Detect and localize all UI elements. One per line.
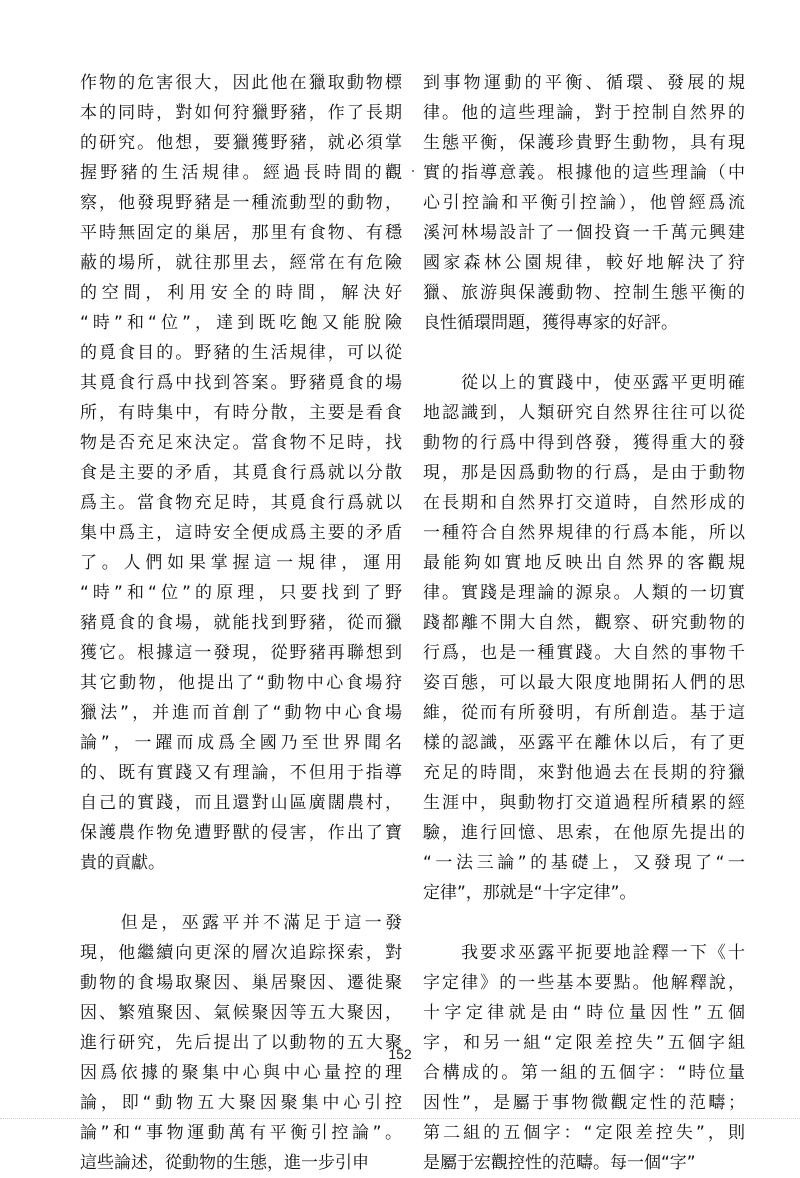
left-column bbox=[80, 68, 402, 1178]
text-line: 行爲，也是一種實踐。大自然的事物千 bbox=[423, 643, 745, 663]
text-line: 動物的行爲中得到啓發，獲得重大的發 bbox=[423, 433, 745, 453]
text-line: 樣的認識，巫露平在離休以后，有了更 bbox=[423, 733, 745, 753]
text-line: 這些論述，從動物的生態，進一步引申 bbox=[80, 1153, 369, 1173]
text-line: 獵法”，并進而首創了“動物中心食場 bbox=[80, 703, 402, 723]
text-line: 地認識到，人類研究自然界往往可以從 bbox=[423, 403, 745, 423]
text-line: 食是主要的矛盾，其覓食行爲就以分散 bbox=[80, 463, 402, 483]
text-line: 現，那是因爲動物的行爲，是由于動物 bbox=[423, 463, 745, 483]
text-line: 察，他發現野豬是一種流動型的動物， bbox=[80, 193, 402, 213]
right-column bbox=[423, 68, 745, 1178]
text-line: 論”和“事物運動萬有平衡引控論”。 bbox=[80, 1123, 402, 1143]
text-line: 最能夠如實地反映出自然界的客觀規 bbox=[423, 553, 745, 573]
text-line: 論”，一躍而成爲全國乃至世界聞名 bbox=[80, 733, 402, 753]
text-line: 是屬于宏觀控性的范疇。每一個“字” bbox=[423, 1153, 696, 1173]
text-line: 心引控論和平衡引控論），他曾經爲流 bbox=[423, 193, 745, 213]
text-line: 現，他繼續向更深的層次追踪探索，對 bbox=[80, 943, 402, 963]
text-line: 本的同時，對如何狩獵野豬，作了長期 bbox=[80, 103, 402, 123]
text-line: 溪河林場設計了一個投資一千萬元興建 bbox=[423, 223, 745, 243]
text-line: 動物的食場取聚因、巢居聚因、遷徙聚 bbox=[80, 973, 402, 993]
text-line: 獵、旅游與保護動物、控制生態平衡的 bbox=[423, 283, 745, 303]
text-line: 所，有時集中，有時分散，主要是看食 bbox=[80, 403, 402, 423]
text-line: 爲主。當食物充足時，其覓食行爲就以 bbox=[80, 493, 402, 513]
page-number: 152 bbox=[388, 1046, 412, 1062]
paragraph bbox=[80, 68, 402, 878]
text-line: “時”和“位”的原理，只要找到了野 bbox=[80, 583, 402, 603]
text-line: 的覓食目的。野豬的生活規律，可以從 bbox=[80, 343, 402, 363]
paragraph bbox=[423, 68, 745, 338]
paragraph bbox=[423, 368, 745, 908]
text-line: 保護農作物免遭野獸的侵害，作出了寶 bbox=[80, 823, 402, 843]
text-line: “時”和“位”，達到既吃飽又能脫險 bbox=[80, 313, 402, 333]
text-line: 實的指導意義。根據他的這些理論（中 bbox=[423, 163, 745, 183]
text-line: 其它動物，他提出了“動物中心食場狩 bbox=[80, 673, 402, 693]
text-line: 在長期和自然界打交道時，自然形成的 bbox=[423, 493, 745, 513]
text-line: 國家森林公園規律，較好地解決了狩 bbox=[423, 253, 745, 273]
text-line: 握野豬的生活規律。經過長時間的觀 bbox=[80, 163, 402, 183]
paragraph-gap bbox=[80, 878, 402, 908]
text-line: 律。實踐是理論的源泉。人類的一切實 bbox=[423, 583, 745, 603]
paragraph-gap bbox=[423, 908, 745, 938]
text-line: 到事物運動的平衡、循環、發展的規 bbox=[423, 73, 745, 93]
text-line: 論，即“動物五大聚因聚集中心引控 bbox=[80, 1093, 402, 1113]
text-line: 獲它。根據這一發現，從野豬再聯想到 bbox=[80, 643, 402, 663]
text-line: 第二組的五個字：“定限差控失”，則 bbox=[423, 1123, 745, 1143]
text-line: 但是，巫露平并不滿足于這一發 bbox=[80, 913, 402, 933]
paragraph-gap bbox=[423, 338, 745, 368]
text-line: 的、既有實踐又有理論，不但用于指導 bbox=[80, 763, 402, 783]
text-line: 物是否充足來決定。當食物不足時，找 bbox=[80, 433, 402, 453]
text-line: 因爲依據的聚集中心與中心量控的理 bbox=[80, 1063, 402, 1083]
text-line: 因、繁殖聚因、氣候聚因等五大聚因， bbox=[80, 1003, 402, 1023]
print-speck bbox=[412, 170, 414, 172]
text-line: 生涯中，與動物打交道過程所積累的經 bbox=[423, 793, 745, 813]
text-line: 了。人們如果掌握這一規律，運用 bbox=[80, 553, 402, 573]
text-line: 驗，進行回憶、思索，在他原先提出的 bbox=[423, 823, 745, 843]
text-line: 的研究。他想，要獵獲野豬，就必須掌 bbox=[80, 133, 402, 153]
text-line: 良性循環問題，獲得專家的好評。 bbox=[423, 313, 678, 333]
text-line: 的空間，利用安全的時間，解決好 bbox=[80, 283, 402, 303]
text-line: 我要求巫露平扼要地詮釋一下《十 bbox=[423, 943, 745, 963]
text-line: 進行研究，先后提出了以動物的五大聚 bbox=[80, 1033, 402, 1053]
text-line: 合構成的。第一組的五個字：“時位量 bbox=[423, 1063, 745, 1083]
paragraph bbox=[80, 908, 402, 1178]
text-line: 姿百態，可以最大限度地開拓人們的思 bbox=[423, 673, 745, 693]
text-line: 作物的危害很大，因此他在獵取動物標 bbox=[80, 73, 402, 93]
text-line: 蔽的場所，就往那里去，經常在有危險 bbox=[80, 253, 402, 273]
text-line: “一法三論”的基礎上，又發現了“一 bbox=[423, 853, 745, 873]
text-line: 因性”，是屬于事物微觀定性的范疇； bbox=[423, 1093, 745, 1113]
text-line: 維，從而有所發明，有所創造。基于這 bbox=[423, 703, 745, 723]
text-line: 字，和另一組“定限差控失”五個字組 bbox=[423, 1033, 745, 1053]
text-line: 其覓食行爲中找到答案。野豬覓食的場 bbox=[80, 373, 402, 393]
text-line: 從以上的實踐中，使巫露平更明確 bbox=[423, 373, 745, 393]
text-line: 自己的實踐，而且還對山區廣闊農村， bbox=[80, 793, 402, 813]
text-line: 一種符合自然界規律的行爲本能，所以 bbox=[423, 523, 745, 543]
text-line: 充足的時間，來對他過去在長期的狩獵 bbox=[423, 763, 745, 783]
footer-dotted-rule bbox=[0, 1118, 800, 1119]
text-line: 集中爲主，這時安全便成爲主要的矛盾 bbox=[80, 523, 402, 543]
text-line: 十字定律就是由“時位量因性”五個 bbox=[423, 1003, 745, 1023]
text-line: 律。他的這些理論，對于控制自然界的 bbox=[423, 103, 745, 123]
text-line: 平時無固定的巢居，那里有食物、有穩 bbox=[80, 223, 402, 243]
text-line: 字定律》的一些基本要點。他解釋說， bbox=[423, 973, 745, 993]
text-line: 貴的貢獻。 bbox=[80, 853, 165, 873]
text-line: 豬覓食的食場，就能找到野豬，從而獵 bbox=[80, 613, 402, 633]
text-line: 生態平衡，保護珍貴野生動物，具有現 bbox=[423, 133, 745, 153]
text-line: 踐都離不開大自然，觀察、研究動物的 bbox=[423, 613, 745, 633]
text-line: 定律”，那就是“十字定律”。 bbox=[423, 883, 637, 903]
